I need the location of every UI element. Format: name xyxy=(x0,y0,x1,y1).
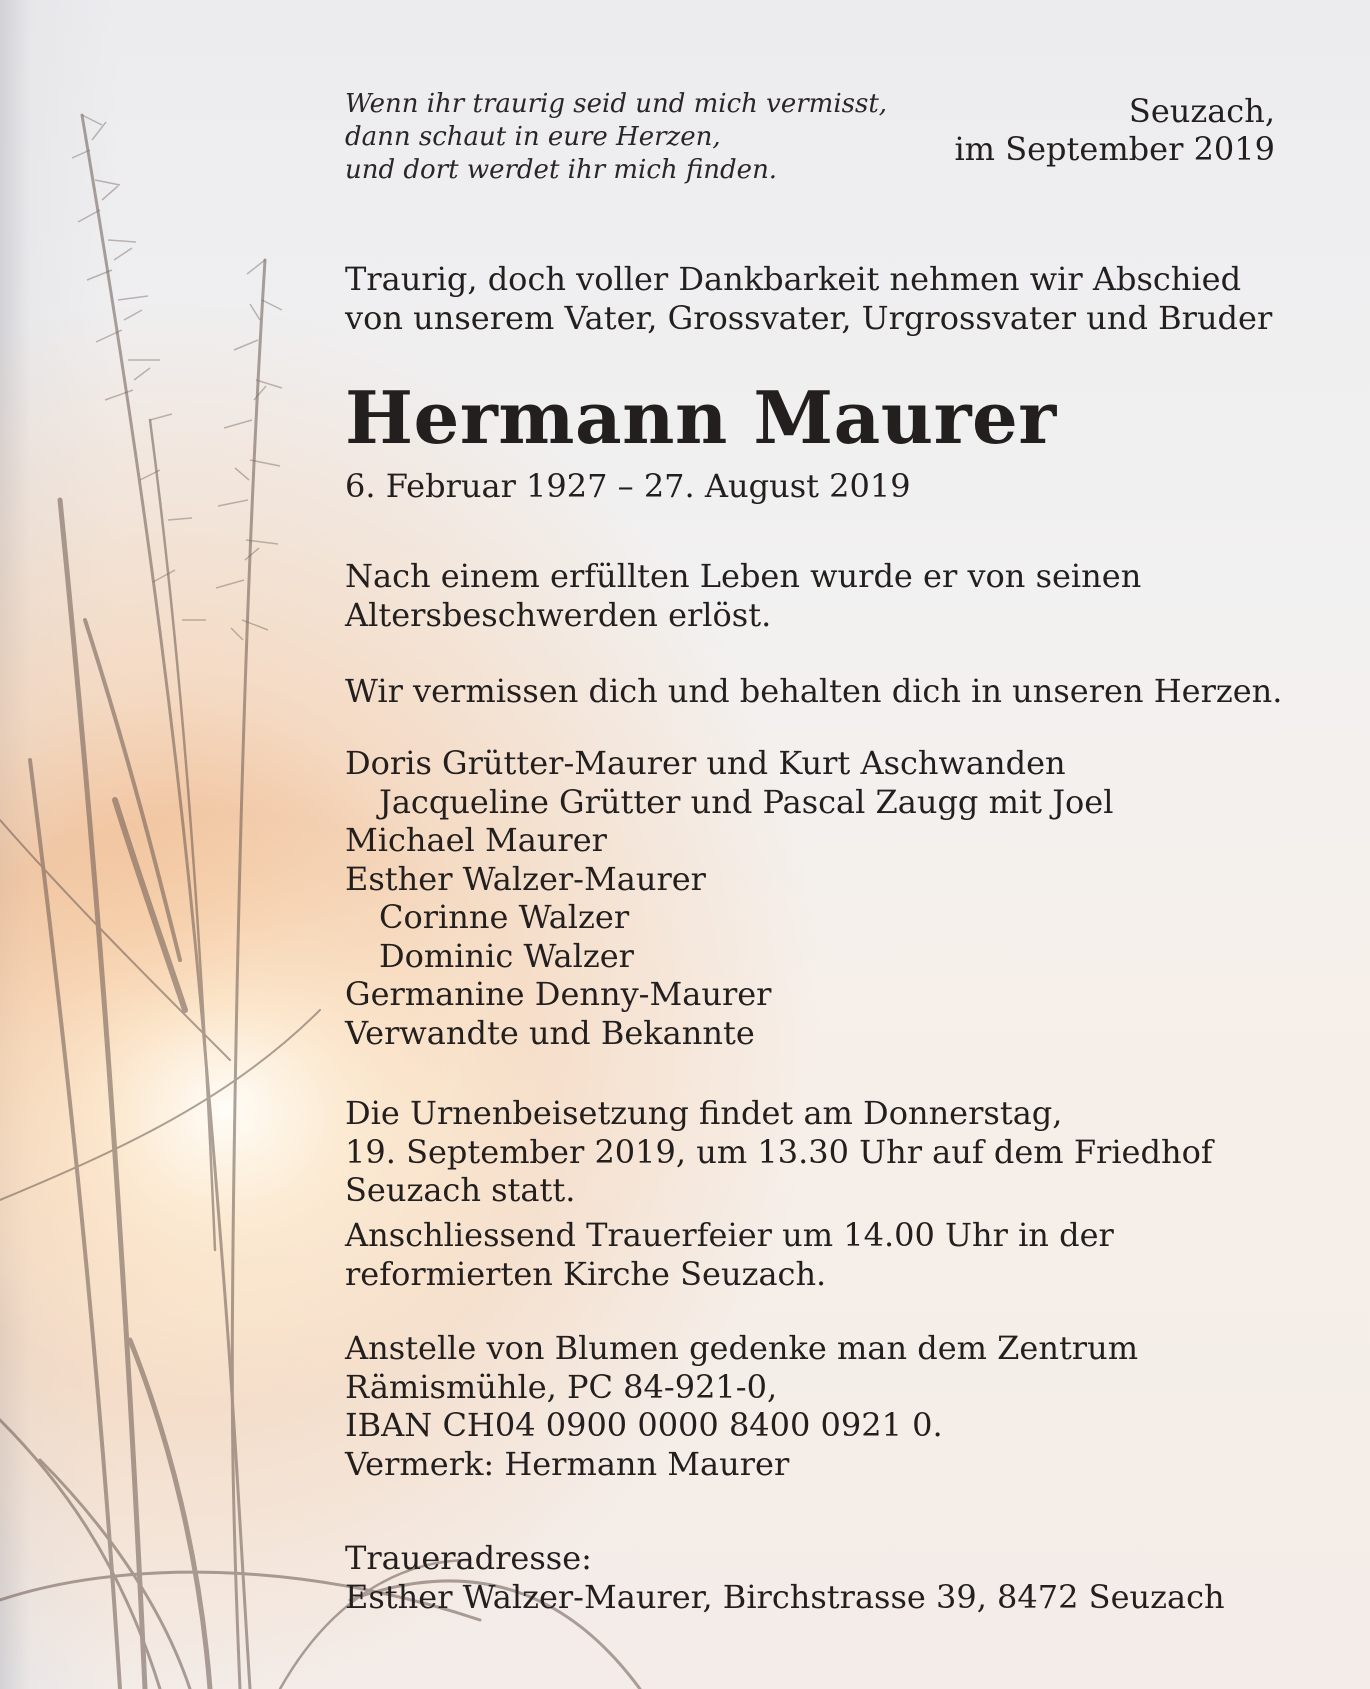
service-line: Anschliessend Trauerfeier um 14.00 Uhr in der xyxy=(345,1216,1114,1254)
intro-line: von unserem Vater, Grossvater, Urgrossvater und Bruder xyxy=(345,298,1273,337)
donation-line: Anstelle von Blumen gedenke man dem Zentrum xyxy=(345,1329,1139,1367)
deceased-name: Hermann Maurer xyxy=(345,375,1057,460)
family-member: Michael Maurer xyxy=(345,821,607,859)
family-member: Doris Grütter-Maurer und Kurt Aschwanden xyxy=(345,744,1066,782)
donation-iban: IBAN CH04 0900 0000 8400 0921 0. xyxy=(345,1406,943,1444)
life-line: Nach einem erfüllten Leben wurde er von seinen xyxy=(345,557,1142,595)
ceremony-line: 19. September 2019, um 13.30 Uhr auf dem Friedhof xyxy=(345,1132,1213,1171)
family-member: Jacqueline Grütter und Pascal Zaugg mit Joel xyxy=(379,782,1114,821)
motto-line: und dort werdet ihr mich finden. xyxy=(345,155,778,185)
mourning-address xyxy=(345,1539,1225,1616)
donation-line: Rämismühle, PC 84-921-0, xyxy=(345,1367,778,1406)
family-member: Esther Walzer-Maurer xyxy=(345,859,706,898)
life-dates: 6. Februar 1927 – 27. August 2019 xyxy=(345,467,911,505)
donation-info xyxy=(345,1329,1138,1483)
life-text xyxy=(345,557,1141,634)
life-line: Altersbeschwerden erlöst. xyxy=(345,595,772,634)
ceremony-info xyxy=(345,1094,1213,1210)
family-member: Dominic Walzer xyxy=(379,936,634,975)
family-member: Germanine Denny-Maurer xyxy=(345,975,772,1013)
intro-text xyxy=(345,260,1272,337)
ceremony-line: Seuzach statt. xyxy=(345,1171,576,1209)
place-line: Seuzach, xyxy=(1128,92,1275,130)
farewell-text: Wir vermissen dich und behalten dich in unseren Herzen. xyxy=(345,672,1283,710)
ceremony-line: Die Urnenbeisetzung findet am Donnerstag, xyxy=(345,1094,1063,1132)
place-and-date xyxy=(954,92,1275,168)
family-member: Verwandte und Bekannte xyxy=(345,1013,755,1052)
family-list xyxy=(345,744,1113,1052)
donation-note: Vermerk: Hermann Maurer xyxy=(345,1444,790,1483)
date-line: im September 2019 xyxy=(954,130,1275,168)
motto-quote xyxy=(345,88,887,187)
address-label: Traueradresse: xyxy=(345,1539,592,1577)
motto-line: Wenn ihr traurig seid und mich vermisst, xyxy=(345,89,888,119)
motto-line: dann schaut in eure Herzen, xyxy=(345,122,721,152)
address-line: Esther Walzer-Maurer, Birchstrasse 39, 8472 Seuzach xyxy=(345,1577,1225,1616)
family-member: Corinne Walzer xyxy=(379,898,630,936)
memorial-service-info xyxy=(345,1216,1114,1293)
intro-line: Traurig, doch voller Dankbarkeit nehmen wir Abschied xyxy=(345,260,1242,298)
service-line: reformierten Kirche Seuzach. xyxy=(345,1254,827,1293)
